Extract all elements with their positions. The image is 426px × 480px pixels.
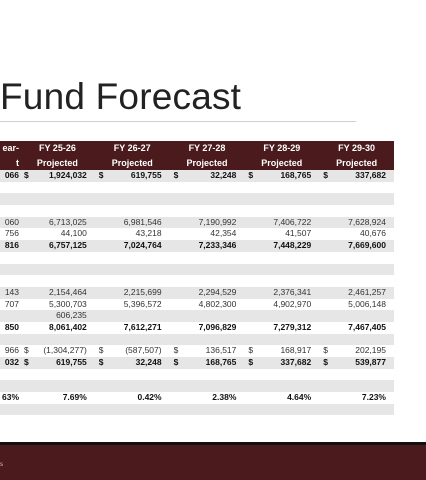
- table-cell: [95, 357, 170, 369]
- row-partial-cell: 816: [4, 240, 19, 251]
- currency-symbol: $: [98, 357, 104, 367]
- table-row: [0, 228, 394, 240]
- row-partial-cell: [0, 205, 20, 217]
- table-cell: [244, 322, 319, 334]
- table-cell: [319, 345, 394, 357]
- cell-value: 337,682: [355, 170, 386, 180]
- cell-value: 168,765: [280, 170, 312, 180]
- row-partial-cell: 756: [4, 228, 19, 239]
- table-cell: [244, 170, 319, 182]
- cell-value: 0.42%: [137, 392, 162, 403]
- table-cell: [20, 228, 95, 240]
- table-cell: [319, 170, 394, 182]
- table-row: [0, 240, 394, 252]
- cell-value: 41,507: [285, 228, 312, 239]
- currency-symbol: $: [323, 345, 328, 356]
- header-year: FY 29-30: [338, 142, 376, 153]
- row-partial-cell: 707: [4, 298, 19, 309]
- cell-value: 4,902,970: [273, 298, 312, 309]
- header-partial-line2: t: [16, 157, 19, 168]
- table-cell: [170, 182, 245, 194]
- cell-value: 168,765: [205, 357, 237, 367]
- table-cell: [319, 392, 394, 404]
- table-cell: [244, 404, 319, 416]
- header-cell-fy25-26: [20, 141, 95, 170]
- cell-value: 5,006,148: [348, 298, 386, 309]
- table-cell: [95, 275, 170, 287]
- table-cell: [244, 228, 319, 240]
- header-cell-fy27-28: [170, 141, 245, 170]
- table-cell: [319, 264, 394, 276]
- cell-value: (1,304,277): [43, 345, 87, 356]
- table-cell: [319, 369, 394, 381]
- table-cell: [20, 240, 95, 252]
- table-cell: [95, 334, 170, 346]
- table-cell: [319, 334, 394, 346]
- table-row: [0, 345, 394, 357]
- table-cell: [319, 287, 394, 299]
- table-row: [0, 392, 394, 404]
- row-partial-cell: [0, 369, 20, 381]
- table-row: [0, 252, 394, 264]
- table-cell: [244, 392, 319, 404]
- table-cell: [95, 322, 170, 334]
- table-header: [0, 141, 394, 170]
- header-cell-partial: [0, 141, 20, 170]
- cell-value: 8,061,402: [48, 321, 87, 332]
- currency-symbol: $: [24, 345, 29, 356]
- table-cell: [319, 252, 394, 264]
- table-cell: [244, 275, 319, 287]
- cell-value: 6,757,125: [48, 240, 87, 251]
- table-cell: [319, 228, 394, 240]
- cell-value: 2,461,257: [348, 286, 386, 297]
- table-cell: [20, 287, 95, 299]
- table-cell: [244, 369, 319, 381]
- currency-symbol: $: [248, 357, 254, 367]
- table-cell: [95, 193, 170, 205]
- table-cell: [319, 205, 394, 217]
- cell-value: 619,755: [56, 357, 87, 367]
- cell-value: 2,294,529: [198, 286, 237, 297]
- table-cell: [20, 264, 95, 276]
- table-cell: [95, 252, 170, 264]
- table-row: [0, 357, 394, 369]
- table-cell: [20, 217, 95, 229]
- table-row: [0, 299, 394, 311]
- row-partial-cell: [0, 252, 20, 264]
- table-cell: [170, 240, 245, 252]
- table-row: [0, 380, 394, 392]
- table-cell: [20, 322, 95, 334]
- table-cell: [20, 193, 95, 205]
- cell-value: 2,376,341: [273, 286, 312, 297]
- table-cell: [244, 345, 319, 357]
- table-row: [0, 275, 394, 287]
- header-cell-fy28-29: [244, 141, 319, 170]
- currency-symbol: $: [24, 357, 29, 367]
- header-partial-line1: ear-: [2, 142, 19, 153]
- table-cell: [170, 369, 245, 381]
- header-sub: Projected: [336, 157, 378, 168]
- slide-title: Fund Forecast: [0, 76, 242, 117]
- cell-value: 7,448,229: [273, 240, 312, 251]
- table-row: [0, 334, 394, 346]
- cell-value: 32,248: [210, 170, 237, 180]
- table-cell: [244, 299, 319, 311]
- row-partial-cell: 850: [4, 321, 19, 332]
- currency-symbol: $: [248, 170, 254, 180]
- table-cell: [95, 392, 170, 404]
- row-partial-cell: 63%: [1, 392, 19, 403]
- table-body: [0, 170, 394, 415]
- row-partial-cell: 060: [4, 216, 19, 227]
- currency-symbol: $: [173, 357, 179, 367]
- cell-value: 7,612,271: [123, 321, 162, 332]
- table-row: [0, 310, 394, 322]
- cell-value: 5,300,703: [48, 298, 87, 309]
- table-cell: [20, 392, 95, 404]
- table-cell: [95, 404, 170, 416]
- cell-value: 539,877: [355, 357, 386, 367]
- table-row: [0, 322, 394, 334]
- table-cell: [170, 404, 245, 416]
- cell-value: 7.23%: [361, 392, 386, 403]
- table-cell: [244, 380, 319, 392]
- row-partial-cell: [0, 334, 20, 346]
- table-cell: [20, 182, 95, 194]
- row-partial-cell: 143: [4, 286, 19, 297]
- table-cell: [170, 275, 245, 287]
- table-cell: [170, 392, 245, 404]
- table-cell: [244, 217, 319, 229]
- table-cell: [20, 252, 95, 264]
- table-cell: [319, 357, 394, 369]
- header-sub: Projected: [36, 157, 78, 168]
- table-cell: [20, 170, 95, 182]
- table-cell: [20, 334, 95, 346]
- cell-value: 7,024,764: [123, 240, 162, 251]
- currency-symbol: $: [98, 170, 104, 180]
- header-cell-fy26-27: [95, 141, 170, 170]
- table-cell: [95, 170, 170, 182]
- table-cell: [170, 334, 245, 346]
- currency-symbol: $: [24, 170, 29, 180]
- cell-value: 337,682: [280, 357, 312, 367]
- cell-value: 7,669,600: [348, 240, 386, 251]
- table-cell: [95, 182, 170, 194]
- table-cell: [20, 275, 95, 287]
- table-cell: [244, 252, 319, 264]
- table-cell: [95, 369, 170, 381]
- table-cell: [244, 287, 319, 299]
- header-sub: Projected: [186, 157, 228, 168]
- cell-value: 5,396,572: [123, 298, 162, 309]
- table-cell: [95, 228, 170, 240]
- currency-symbol: $: [323, 357, 328, 367]
- table-cell: [20, 310, 95, 322]
- cell-value: 7,406,722: [273, 216, 312, 227]
- table-cell: [244, 193, 319, 205]
- currency-symbol: $: [248, 345, 254, 356]
- cell-value: 7,190,992: [198, 216, 237, 227]
- table-cell: [20, 205, 95, 217]
- table-cell: [319, 182, 394, 194]
- table-cell: [319, 380, 394, 392]
- table-cell: [170, 264, 245, 276]
- footer-text: s: [0, 462, 3, 468]
- table-cell: [319, 275, 394, 287]
- table-cell: [20, 380, 95, 392]
- header-year: FY 25-26: [38, 142, 76, 153]
- row-partial-cell: 066: [4, 170, 19, 180]
- table-cell: [95, 287, 170, 299]
- cell-value: 7,467,405: [348, 321, 386, 332]
- table-cell: [95, 299, 170, 311]
- header-year: FY 28-29: [263, 142, 301, 153]
- table-row: [0, 205, 394, 217]
- cell-value: 2,154,464: [48, 286, 87, 297]
- table-cell: [170, 310, 245, 322]
- cell-value: 1,924,032: [48, 170, 87, 180]
- cell-value: 606,235: [56, 310, 87, 321]
- row-partial-cell: [0, 193, 20, 205]
- table-cell: [20, 369, 95, 381]
- row-partial-cell: [0, 264, 20, 276]
- table-cell: [170, 345, 245, 357]
- currency-symbol: $: [173, 170, 179, 180]
- cell-value: 40,676: [359, 228, 386, 239]
- row-partial-cell: [0, 182, 20, 194]
- cell-value: 7,233,346: [198, 240, 237, 251]
- cell-value: 4.64%: [287, 392, 312, 403]
- table-cell: [170, 193, 245, 205]
- table-cell: [244, 310, 319, 322]
- cell-value: 6,981,546: [123, 216, 162, 227]
- cell-value: 4,802,300: [198, 298, 237, 309]
- table-cell: [170, 252, 245, 264]
- table-cell: [244, 334, 319, 346]
- table-cell: [20, 299, 95, 311]
- table-cell: [319, 322, 394, 334]
- header-sub: Projected: [261, 157, 303, 168]
- row-partial-cell: [0, 275, 20, 287]
- table-cell: [95, 345, 170, 357]
- table-cell: [20, 345, 95, 357]
- table-cell: [244, 240, 319, 252]
- table-row: [0, 182, 394, 194]
- header-year: FY 26-27: [113, 142, 151, 153]
- currency-symbol: $: [173, 345, 179, 356]
- table-row: [0, 217, 394, 229]
- table-row: [0, 170, 394, 182]
- cell-value: 202,195: [355, 345, 386, 356]
- table-cell: [95, 264, 170, 276]
- cell-value: 2.38%: [212, 392, 237, 403]
- table-cell: [319, 310, 394, 322]
- table-cell: [170, 380, 245, 392]
- cell-value: 6,713,025: [48, 216, 87, 227]
- row-partial-cell: [0, 380, 20, 392]
- cell-value: 32,248: [135, 357, 162, 367]
- table-cell: [319, 193, 394, 205]
- table-cell: [170, 228, 245, 240]
- table-cell: [95, 380, 170, 392]
- table-cell: [20, 357, 95, 369]
- cell-value: 168,917: [280, 345, 312, 356]
- table-cell: [319, 404, 394, 416]
- cell-value: 43,218: [135, 228, 162, 239]
- header-year: FY 27-28: [188, 142, 226, 153]
- cell-value: 7.69%: [62, 392, 87, 403]
- row-partial-cell: 966: [4, 345, 19, 356]
- table-cell: [170, 170, 245, 182]
- cell-value: 42,354: [210, 228, 237, 239]
- table-cell: [95, 240, 170, 252]
- table-cell: [95, 217, 170, 229]
- table-cell: [244, 205, 319, 217]
- table-cell: [319, 217, 394, 229]
- table-row: [0, 404, 394, 416]
- footer-bar: [0, 442, 426, 480]
- table-cell: [20, 404, 95, 416]
- table-cell: [244, 357, 319, 369]
- cell-value: (587,507): [125, 345, 162, 356]
- cell-value: 44,100: [60, 228, 87, 239]
- table-row: [0, 193, 394, 205]
- title-divider: [0, 121, 356, 122]
- cell-value: 7,628,924: [348, 216, 386, 227]
- table-cell: [170, 322, 245, 334]
- table-cell: [244, 182, 319, 194]
- table-cell: [95, 310, 170, 322]
- cell-value: 7,279,312: [273, 321, 312, 332]
- currency-symbol: $: [98, 345, 104, 356]
- table-cell: [170, 299, 245, 311]
- cell-value: 7,096,829: [198, 321, 237, 332]
- cell-value: 2,215,699: [123, 286, 162, 297]
- forecast-table: [0, 141, 394, 415]
- row-partial-cell: [0, 310, 20, 322]
- table-row: [0, 264, 394, 276]
- header-cell-fy29-30: [319, 141, 394, 170]
- table-cell: [170, 217, 245, 229]
- currency-symbol: $: [323, 170, 328, 180]
- row-partial-cell: [0, 404, 20, 416]
- table-cell: [244, 264, 319, 276]
- table-row: [0, 287, 394, 299]
- table-cell: [170, 287, 245, 299]
- table-cell: [319, 299, 394, 311]
- table-cell: [319, 240, 394, 252]
- cell-value: 136,517: [205, 345, 237, 356]
- table-row: [0, 369, 394, 381]
- table-cell: [95, 205, 170, 217]
- cell-value: 619,755: [130, 170, 162, 180]
- table-cell: [170, 357, 245, 369]
- row-partial-cell: 032: [4, 357, 19, 367]
- table-cell: [170, 205, 245, 217]
- header-sub: Projected: [111, 157, 153, 168]
